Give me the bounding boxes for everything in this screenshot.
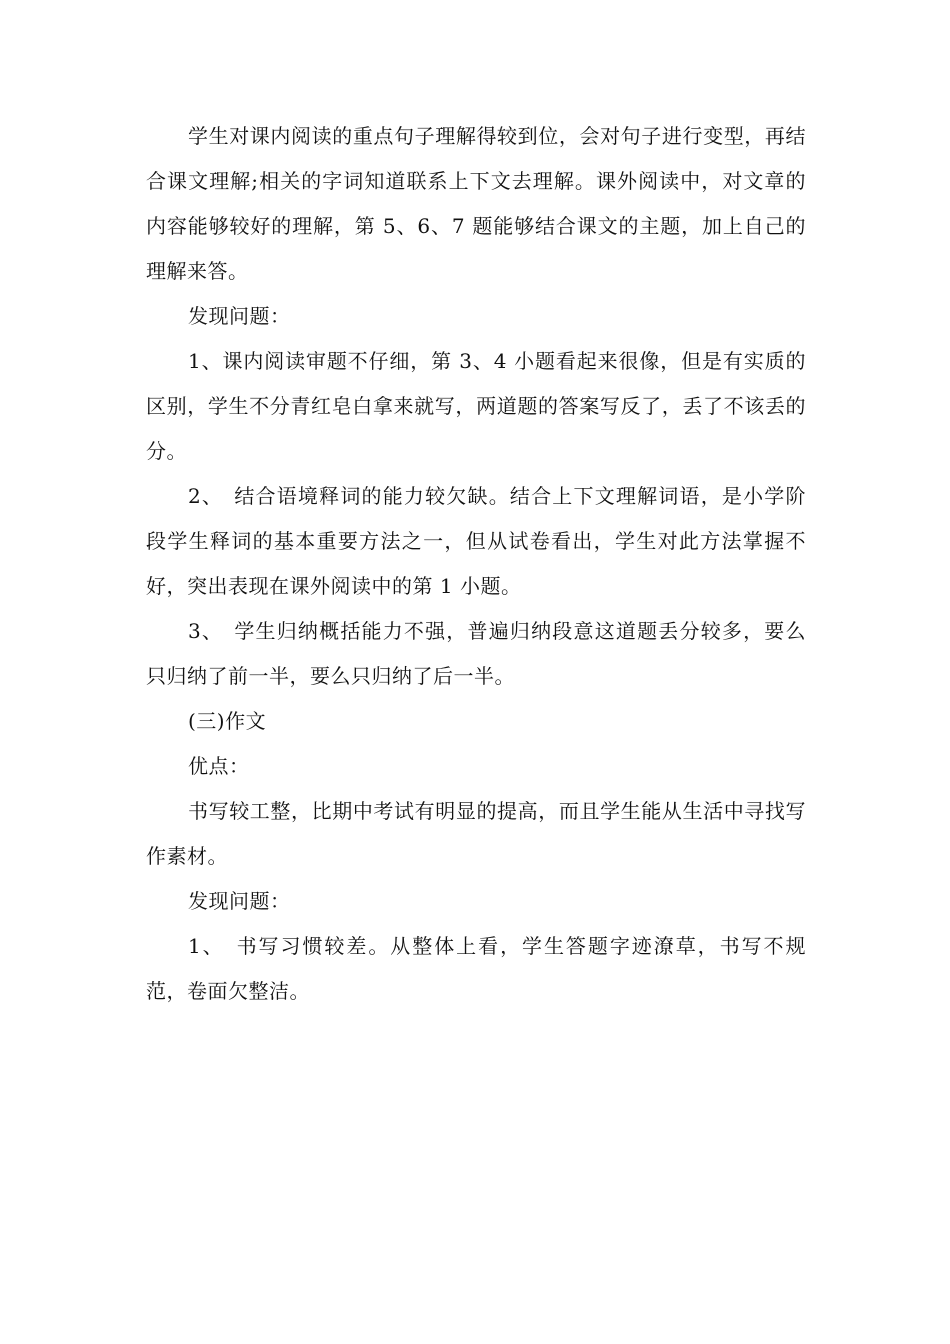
paragraph-section-composition: (三)作文 <box>188 709 267 733</box>
paragraph-composition-problem-1: 1、 书写习惯较差。从整体上看，学生答题字迹潦草，书写不规范，卷面欠整洁。 <box>146 934 806 1003</box>
paragraph-reading-strengths: 学生对课内阅读的重点句子理解得较到位，会对句子进行变型，再结合课文理解;相关的字词知道联系上下文去理解。课外阅读中，对文章的内容能够较好的理解，第 5、6、7 题能够结合课文的主题，加上自己的理解来答。 <box>146 124 806 283</box>
paragraph-problem-3: 3、 学生归纳概括能力不强，普遍归纳段意这道题丢分较多，要么只归纳了前一半，要么只归纳了后一半。 <box>146 619 806 688</box>
paragraph-composition-strengths: 书写较工整，比期中考试有明显的提高，而且学生能从生活中寻找写作素材。 <box>146 799 806 868</box>
document-body <box>146 114 806 1014</box>
paragraph-problems-heading-2: 发现问题： <box>188 889 291 913</box>
paragraph-problems-heading-1: 发现问题： <box>188 304 291 328</box>
paragraph-problem-1: 1、课内阅读审题不仔细，第 3、4 小题看起来很像，但是有实质的区别，学生不分青红皂白拿来就写，两道题的答案写反了，丢了不该丢的分。 <box>146 349 806 463</box>
paragraph-problem-2: 2、 结合语境释词的能力较欠缺。结合上下文理解词语，是小学阶段学生释词的基本重要方法之一，但从试卷看出，学生对此方法掌握不好，突出表现在课外阅读中的第 1 小题。 <box>146 484 806 598</box>
paragraph-strengths-heading: 优点： <box>188 754 250 778</box>
